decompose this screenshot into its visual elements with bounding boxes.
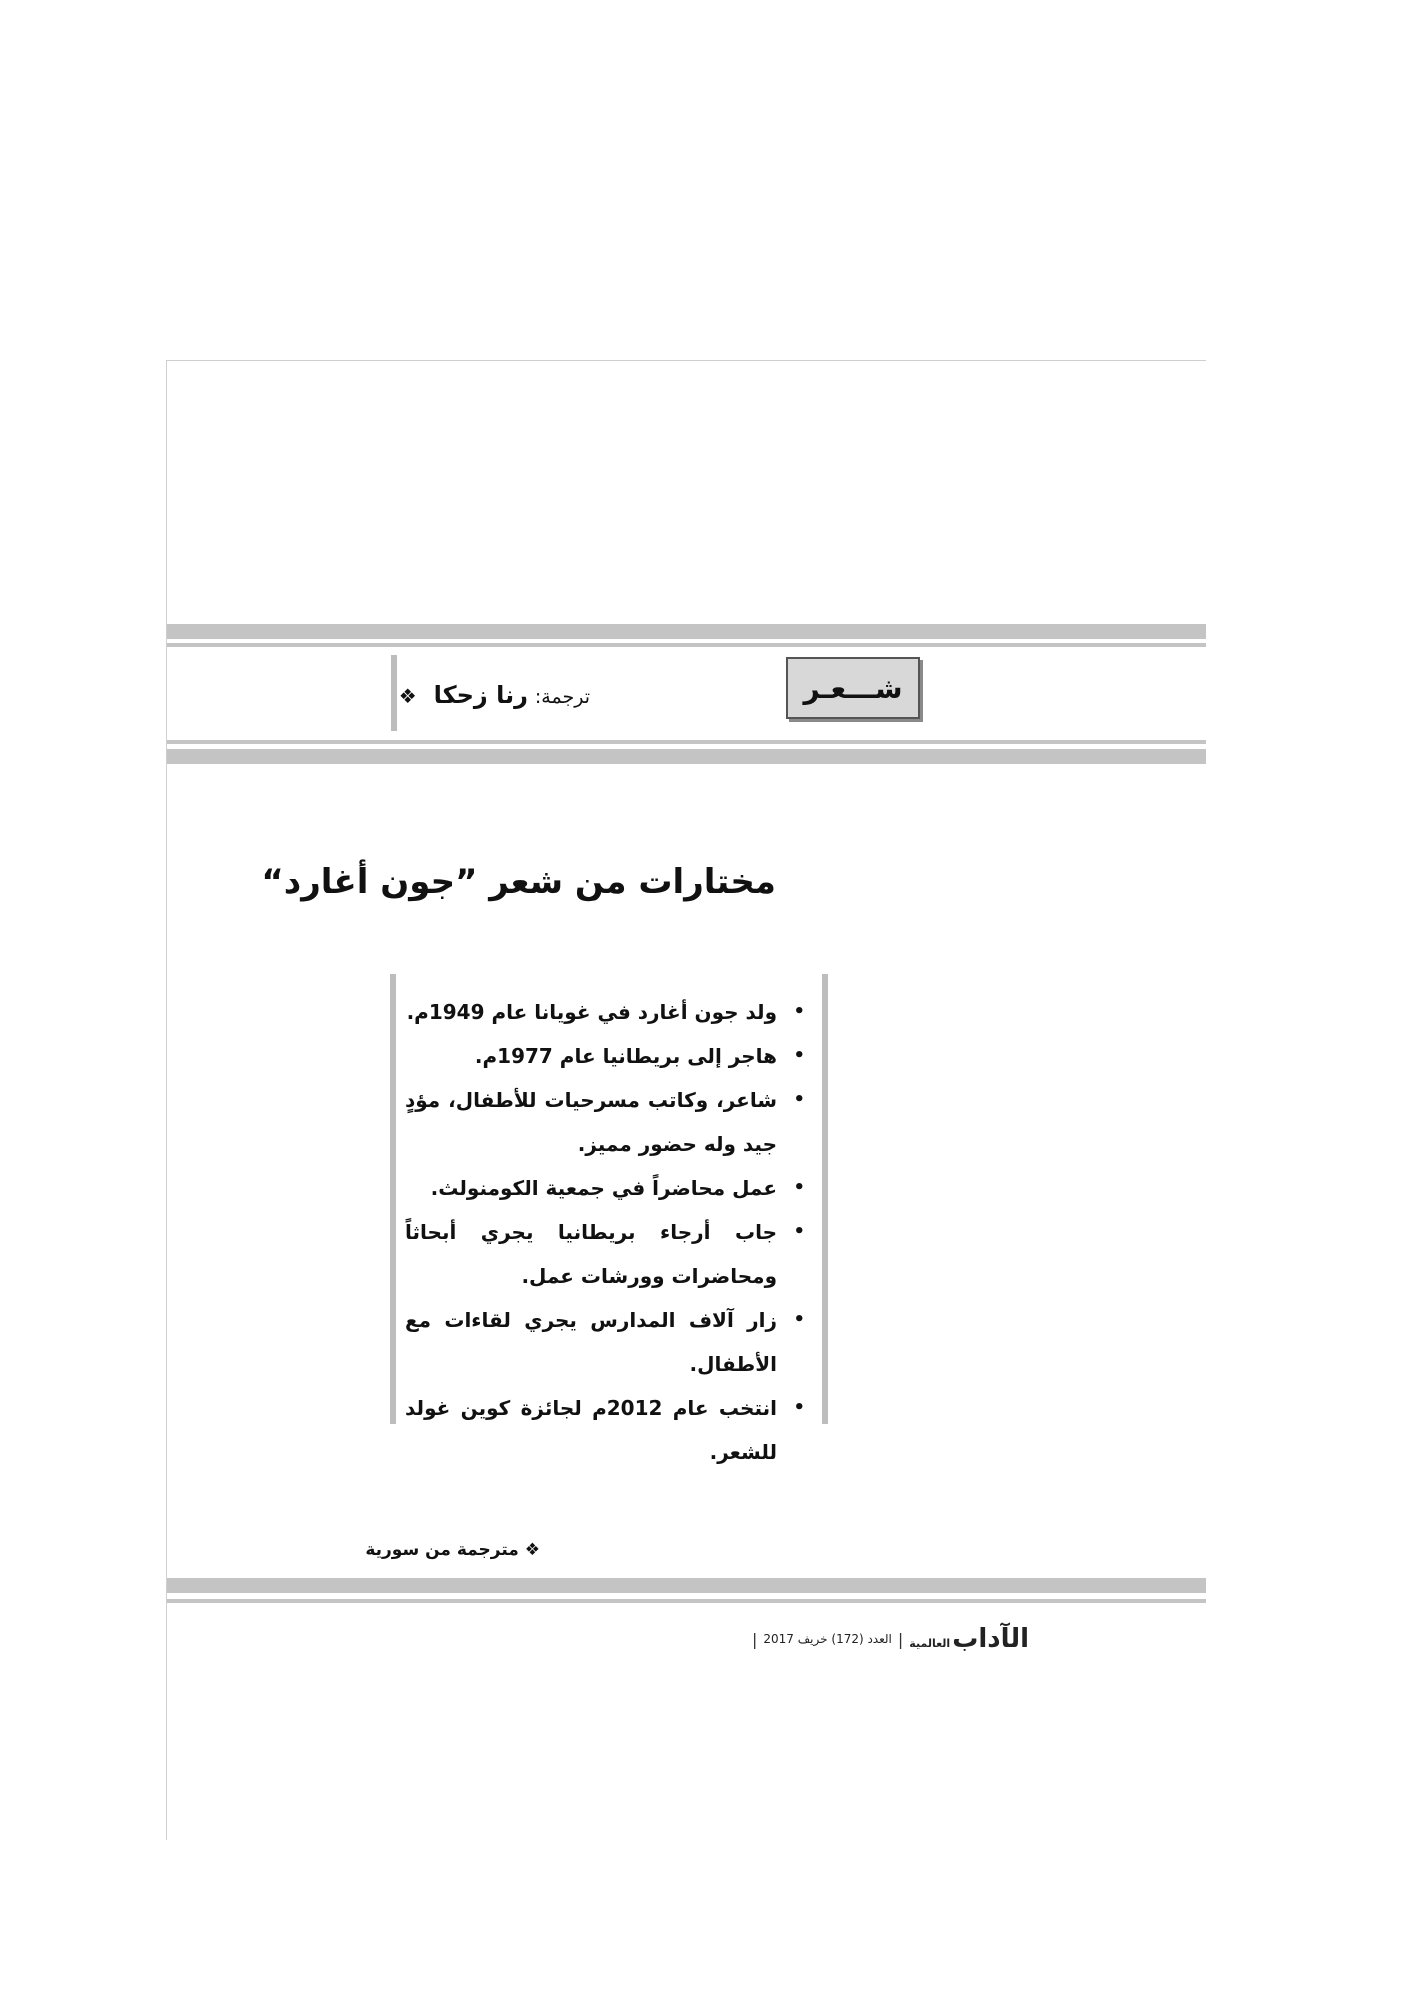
- genre-label: شـــعـر: [786, 657, 920, 719]
- issue-text: العدد (172) خريف 2017: [763, 1632, 892, 1646]
- translator-name: رنا زحكا: [433, 681, 528, 709]
- diamond-mark-icon: ❖: [398, 684, 417, 708]
- footnote: ❖ مترجمة من سورية: [365, 1540, 540, 1560]
- translator-credit: [399, 681, 590, 709]
- folio-separator: |: [897, 1629, 904, 1649]
- bio-item: • شاعر، وكاتب مسرحيات للأطفال، مؤدٍ جيد وله حضور مميز.: [405, 1078, 777, 1166]
- header-band-top-thin: [167, 643, 1206, 647]
- magazine-logo: [909, 1624, 1029, 1654]
- footer-band-thick: [167, 1578, 1206, 1593]
- bio-rule-right: [822, 974, 828, 1424]
- bio-item: • عمل محاضراً في جمعية الكومنولث.: [405, 1166, 777, 1210]
- article-title: مختارات من شعر ”جون أغارد“: [261, 862, 776, 902]
- header-divider: [391, 655, 397, 731]
- logo-sub: العالمية: [909, 1637, 951, 1650]
- header-band-bottom-thin: [167, 740, 1206, 744]
- page-folio: [752, 1624, 1029, 1654]
- bio-item: • انتخب عام 2012م لجائزة كوين غولد للشعر.: [405, 1386, 777, 1474]
- bio-list: [405, 990, 805, 1474]
- page-frame-left: [166, 360, 167, 1840]
- footer-band-thin: [167, 1599, 1206, 1603]
- header-band-top-thick: [167, 624, 1206, 639]
- bio-item: • جاب أرجاء بريطانيا يجري أبحاثاً ومحاضرات وورشات عمل.: [405, 1210, 777, 1298]
- translator-label: ترجمة:: [534, 686, 590, 708]
- bio-item: • ولد جون أغارد في غويانا عام 1949م.: [405, 990, 777, 1034]
- header-band-bottom-thick: [167, 749, 1206, 764]
- folio-separator-end: |: [752, 1629, 758, 1649]
- bio-rule-left: [390, 974, 396, 1424]
- bio-item: • زار آلاف المدارس يجري لقاءات مع الأطفال.: [405, 1298, 777, 1386]
- logo-main: الآداب: [952, 1624, 1030, 1654]
- bio-item: • هاجر إلى بريطانيا عام 1977م.: [405, 1034, 777, 1078]
- page-frame-top: [166, 360, 1206, 361]
